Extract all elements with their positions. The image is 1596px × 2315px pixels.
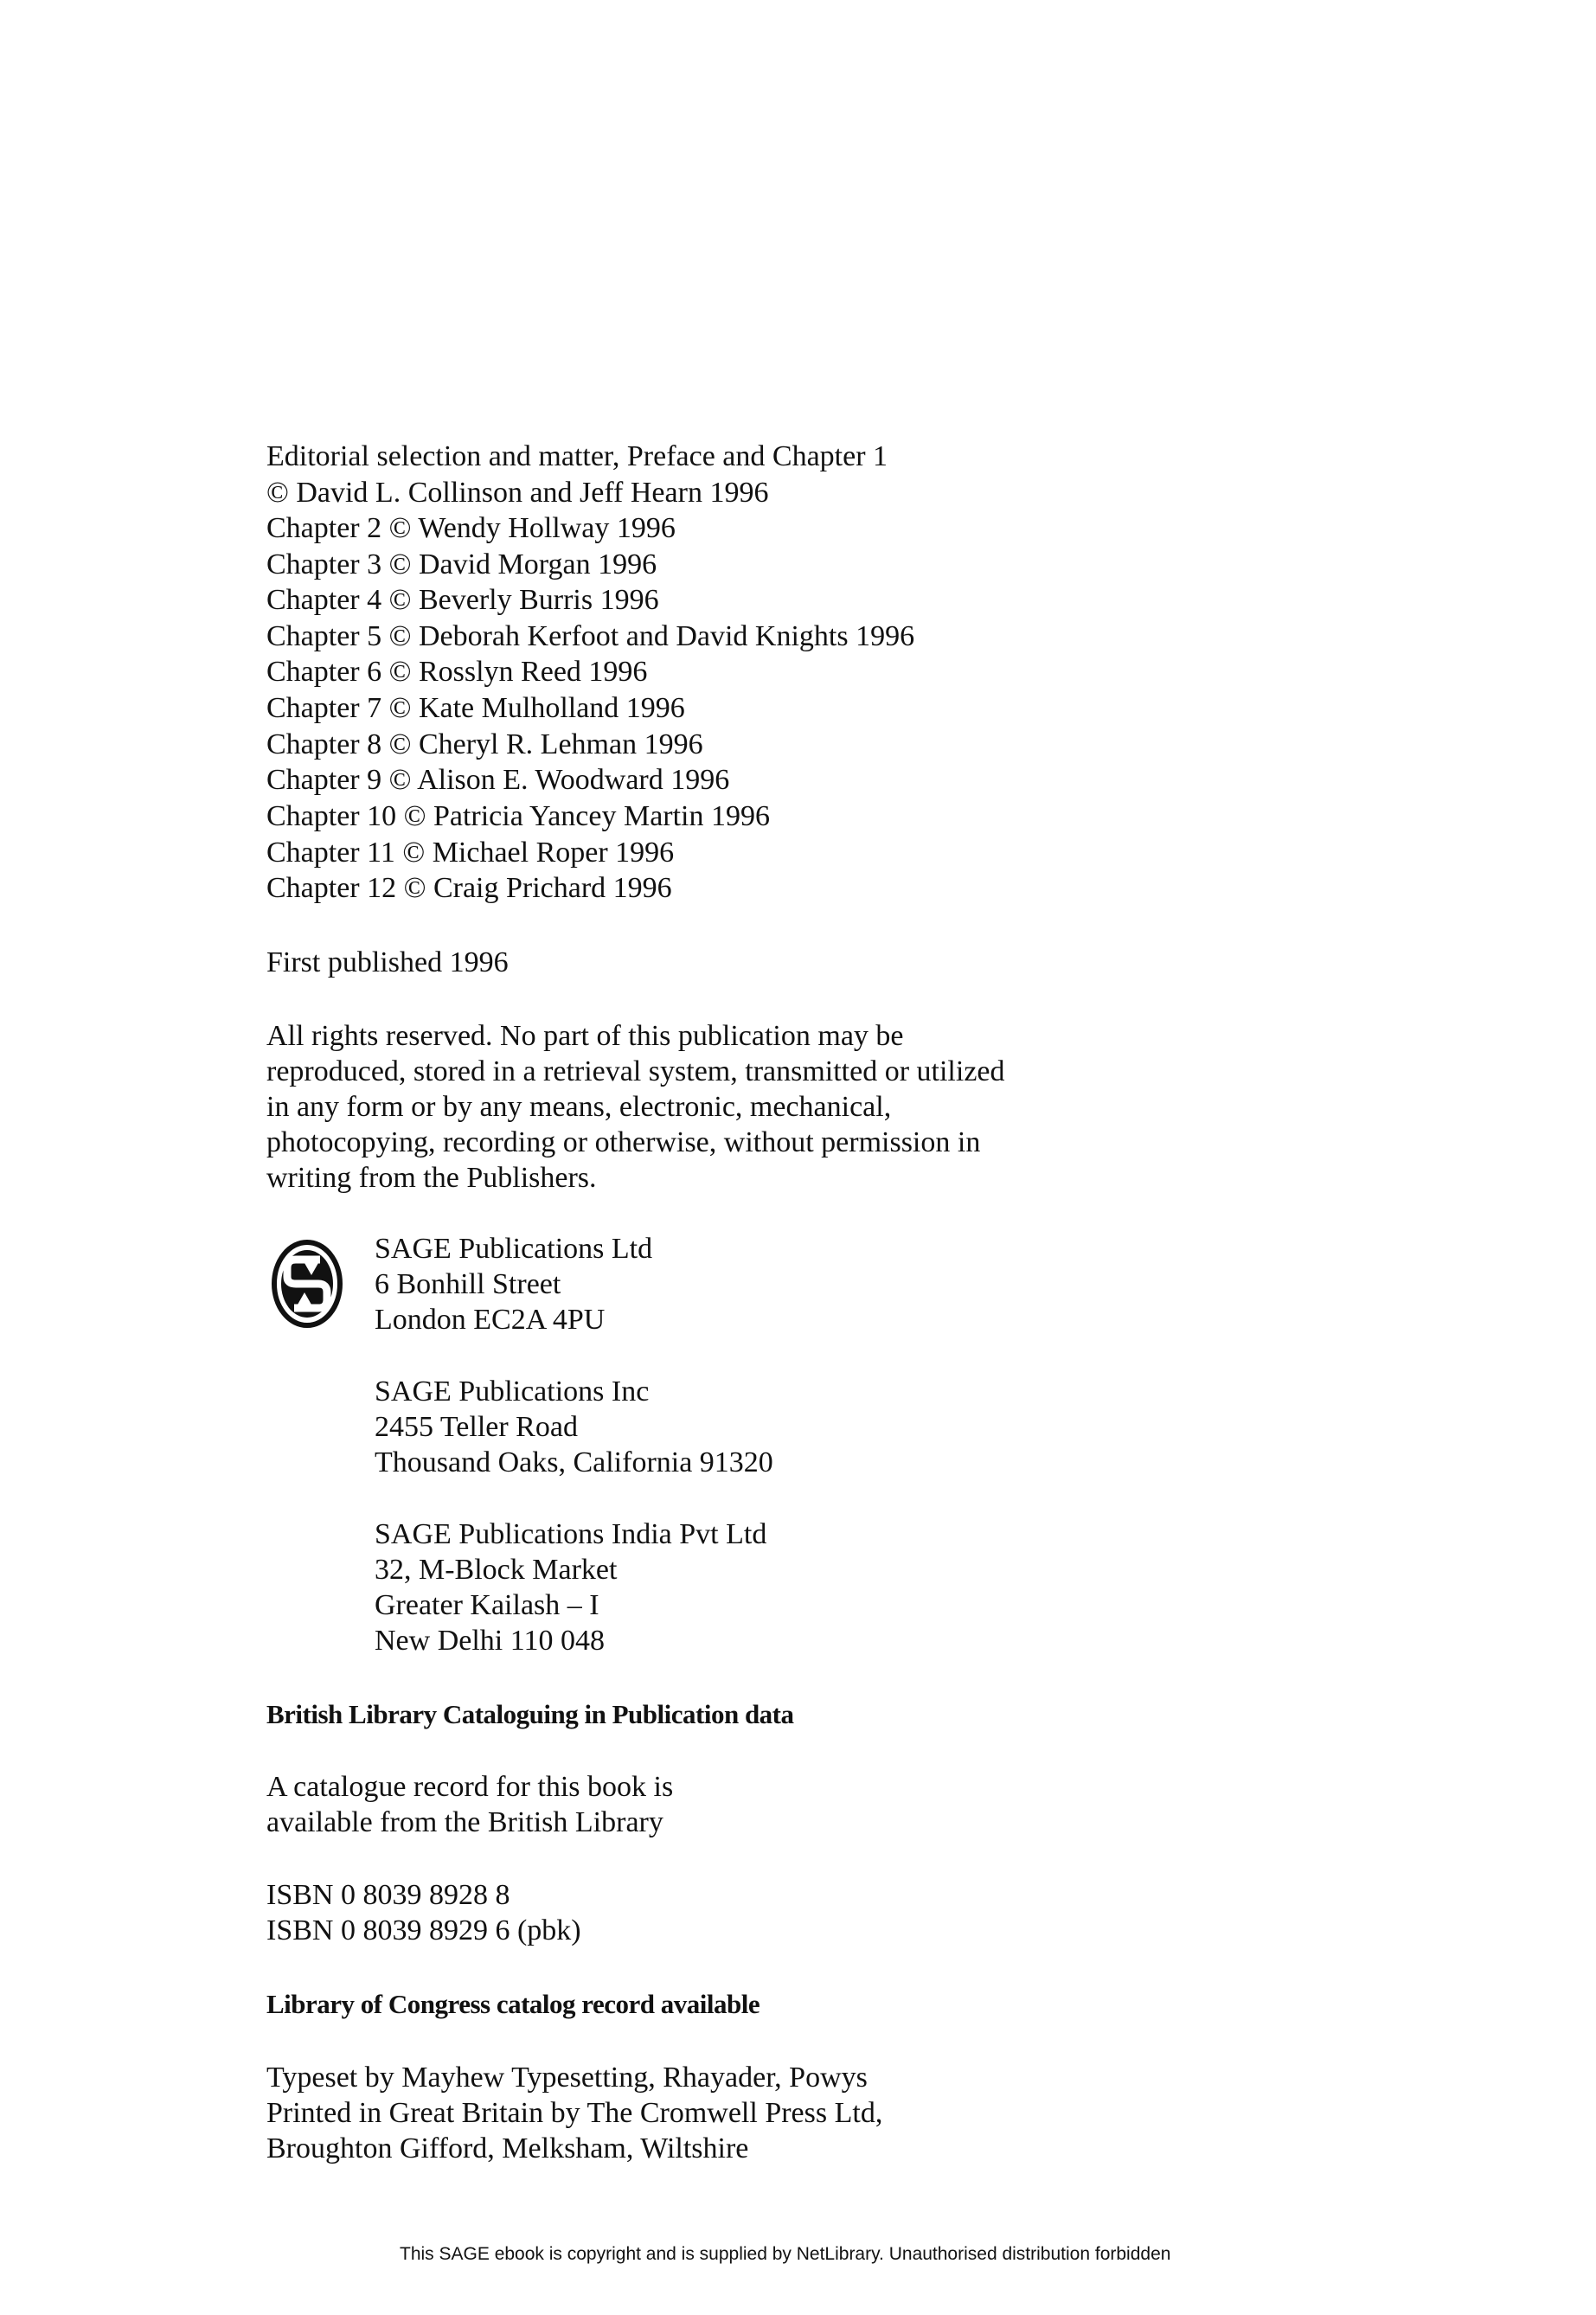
copyright-line: Chapter 12 © Craig Prichard 1996: [266, 872, 672, 904]
copyright-line: Chapter 7 © Kate Mulholland 1996: [266, 692, 685, 724]
rights-line: photocopying, recording or otherwise, without permission in: [266, 1126, 981, 1158]
address-line: New Delhi 110 048: [375, 1625, 605, 1657]
typeset-line: Printed in Great Britain by The Cromwell Press Ltd,: [266, 2097, 883, 2129]
address-line: SAGE Publications Ltd: [375, 1233, 653, 1265]
british-library-heading: British Library Cataloguing in Publication data: [266, 1699, 794, 1729]
rights-line: in any form or by any means, electronic, mechanical,: [266, 1091, 892, 1123]
copyright-line: Chapter 6 © Rosslyn Reed 1996: [266, 656, 648, 688]
typeset-line: Typeset by Mayhew Typesetting, Rhayader, Powys: [266, 2062, 868, 2094]
sage-logo-letter: S: [307, 1235, 308, 1236]
address-line: SAGE Publications India Pvt Ltd: [375, 1518, 767, 1550]
copyright-line: Chapter 3 © David Morgan 1996: [266, 548, 657, 580]
address-line: London EC2A 4PU: [375, 1304, 606, 1336]
copyright-line: Editorial selection and matter, Preface and Chapter 1: [266, 440, 888, 472]
address-line: 32, M-Block Market: [375, 1554, 618, 1586]
distribution-footer: This SAGE ebook is copyright and is supplied by NetLibrary. Unauthorised distribution forbidden: [400, 2244, 1171, 2264]
isbn-line: ISBN 0 8039 8929 6 (pbk): [266, 1914, 581, 1946]
address-line: 2455 Teller Road: [375, 1411, 578, 1443]
copyright-line: Chapter 8 © Cheryl R. Lehman 1996: [266, 728, 703, 760]
rights-line: writing from the Publishers.: [266, 1162, 597, 1194]
copyright-line: © David L. Collinson and Jeff Hearn 1996: [266, 477, 769, 509]
typeset-line: Broughton Gifford, Melksham, Wiltshire: [266, 2132, 749, 2164]
loc-heading: Library of Congress catalog record available: [266, 1989, 760, 2019]
address-line: Greater Kailash – I: [375, 1589, 599, 1621]
copyright-line: Chapter 11 © Michael Roper 1996: [266, 837, 675, 869]
british-library-line: A catalogue record for this book is: [266, 1771, 674, 1803]
first-published: First published 1996: [266, 946, 509, 978]
address-line: SAGE Publications Inc: [375, 1376, 650, 1408]
sage-logo-icon: [270, 1237, 344, 1331]
rights-line: All rights reserved. No part of this publication may be: [266, 1020, 904, 1052]
copyright-line: Chapter 10 © Patricia Yancey Martin 1996: [266, 800, 771, 832]
rights-line: reproduced, stored in a retrieval system, transmitted or utilized: [266, 1055, 1005, 1087]
british-library-line: available from the British Library: [266, 1806, 663, 1838]
address-line: Thousand Oaks, California 91320: [375, 1446, 773, 1478]
copyright-line: Chapter 5 © Deborah Kerfoot and David Knights 1996: [266, 620, 915, 652]
copyright-line: Chapter 2 © Wendy Hollway 1996: [266, 512, 676, 544]
address-line: 6 Bonhill Street: [375, 1268, 561, 1300]
copyright-line: Chapter 4 © Beverly Burris 1996: [266, 584, 659, 616]
copyright-line: Chapter 9 © Alison E. Woodward 1996: [266, 764, 730, 796]
isbn-line: ISBN 0 8039 8928 8: [266, 1879, 510, 1911]
